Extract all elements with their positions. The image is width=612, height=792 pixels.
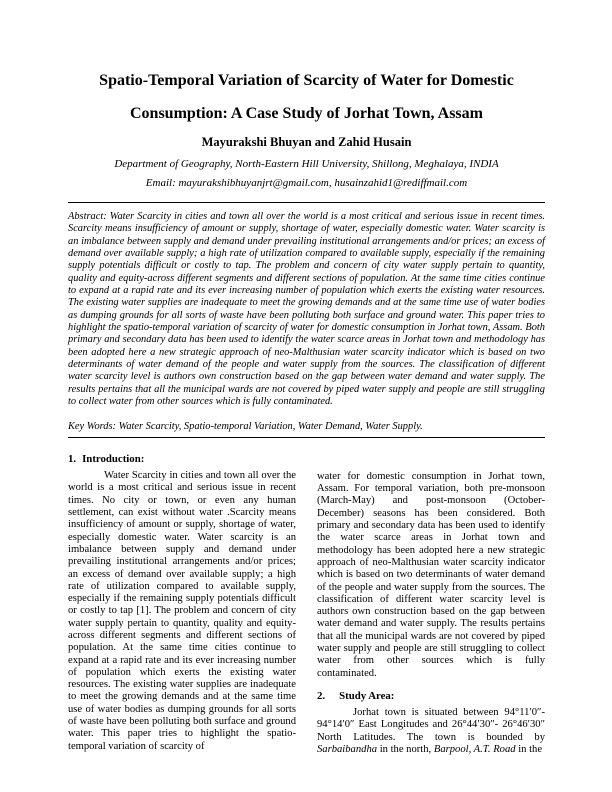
paper-title — [68, 64, 545, 130]
abstract-text: Water Scarcity in cities and town all over the world is a most critical and serious issue in recent times. Scarcity means insufficiency of amount or supply, shortage of water, especially domestic water. Water scarcity is an imbalance between supply and demand under prevailing institutional arrangements and/or prices; an excess of demand over available supply; a high rate of utilization compared to available supply, especially if the remaining supply potentials difficult or costly to tap. The problem and concern of city water supply pertain to quantity, quality and equity-across different segments and different sections of population. At the same time cities continue to expand at a rapid rate and its ever increasing number of population which exerts the existing water resources. The existing water supplies are inadequate to meet the growing demands and at the same time use of water bodies as dumping grounds for all sorts of waste have been polluting both surface and ground water. This paper tries to highlight the spatio-temporal variation of scarcity of water for domestic consumption in Jorhat town, Assam. Both primary and secondary data has been used to identify the water scarce areas in Jorhat town and methodology has been adopted here a new strategic approach of neo-Malthusian water scarcity indicator which is based on two determinants of water demand of the people and water supply from the sources. The classification of different water scarcity level is authors own construction based on the gap between water demand and water supply. The results pertains that all the municipal wards are not covered by piped water supply and people are still struggling to collect water from other sources which is fully contaminated. — [68, 211, 545, 408]
section1-paragraph: Water Scarcity in cities and town all over the world is a most critical and serious issue in recent times. No city or town, or even any human settlement, can exist without water .Scarcity means insufficiency of amount or supply, shortage of water, especially domestic water. Water scarcity is an imbalance between supply and demand under prevailing institutional arrangements and/or prices; an excess of demand over available supply; a high rate of utilization compared to available supply, especially if the remaining supply potentials difficult or costly to tap [1]. The problem and concern of city water supply pertain to quantity, quality and equity-across different segments and different sections of population. At the same time cities continue to expand at a rapid rate and its ever increasing number of population which exerts the existing water resources. The existing water supplies are inadequate to meet the growing demands and at the same time use of water bodies as dumping grounds for all sorts of waste have been polluting both surface and ground water. This paper tries to highlight the spatio-temporal variation of scarcity of — [68, 470, 296, 752]
abstract-paragraph — [68, 211, 545, 409]
section2-text-3: in the — [515, 744, 543, 756]
abstract-label: Abstract: — [68, 211, 107, 222]
section2-number: 2. — [317, 689, 326, 702]
section2-block — [317, 690, 545, 756]
section2-title: Study Area: — [339, 689, 395, 702]
divider-keywords — [68, 437, 545, 438]
paper-title-line1: Spatio-Temporal Variation of Scarcity of Water for Domestic — [99, 72, 514, 89]
column-left — [68, 453, 296, 757]
column2-paragraph: water for domestic consumption in Jorhat town, Assam. For temporal variation, both pre-monsoon (March-May) and post-monsoon (October-December) seasons has been considered. Both primary and secondary data has been used to identify the water scarce areas in Jorhat town and methodology has been adopted here a new strategic approach of neo-Malthusian water scarcity indicator which is based on two determinants of water demand of the people and water supply from the sources. The classification of different water scarcity level is authors own construction based on the gap between water demand and water supply. The results pertains that all the municipal wards are not covered by piped water supply and people are still struggling to collect water from other sources which is fully contaminated. — [317, 470, 545, 679]
section1-number: 1. — [68, 452, 77, 465]
section2-text-1: Jorhat town is situated between 94°11′0″- 94°14′0″ East Longitudes and 26°44′30″- 26°46′30″ North Latitudes. The town is bounded by — [317, 707, 545, 743]
authors: Mayurakshi Bhuyan and Zahid Husain — [201, 135, 412, 149]
two-column-body — [68, 453, 545, 757]
section2-place-2: Barpool, A.T. Road — [433, 744, 516, 756]
section2-paragraph — [317, 707, 545, 756]
page-content — [68, 0, 545, 756]
divider-top — [68, 202, 545, 203]
section1-heading — [68, 453, 296, 465]
section2-text-2: in the north, — [377, 744, 434, 756]
email-line: Email: mayurakshibhuyanjrt@gmail.com, husainzahid1@rediffmail.com — [145, 177, 468, 189]
column-right — [317, 453, 545, 757]
affiliation: Department of Geography, North-Eastern Hill University, Shillong, Meghalaya, INDIA — [114, 158, 499, 170]
section2-place-1: Sarbaibandha — [317, 744, 378, 756]
keywords-line — [68, 421, 545, 433]
section2-heading — [317, 690, 545, 702]
keywords-label: Key Words: — [68, 420, 117, 432]
paper-title-line2: Consumption: A Case Study of Jorhat Town, Assam — [130, 105, 483, 122]
keywords-text: Water Scarcity, Spatio-temporal Variation, Water Demand, Water Supply. — [116, 420, 423, 432]
section1-title: Introduction: — [82, 452, 145, 465]
